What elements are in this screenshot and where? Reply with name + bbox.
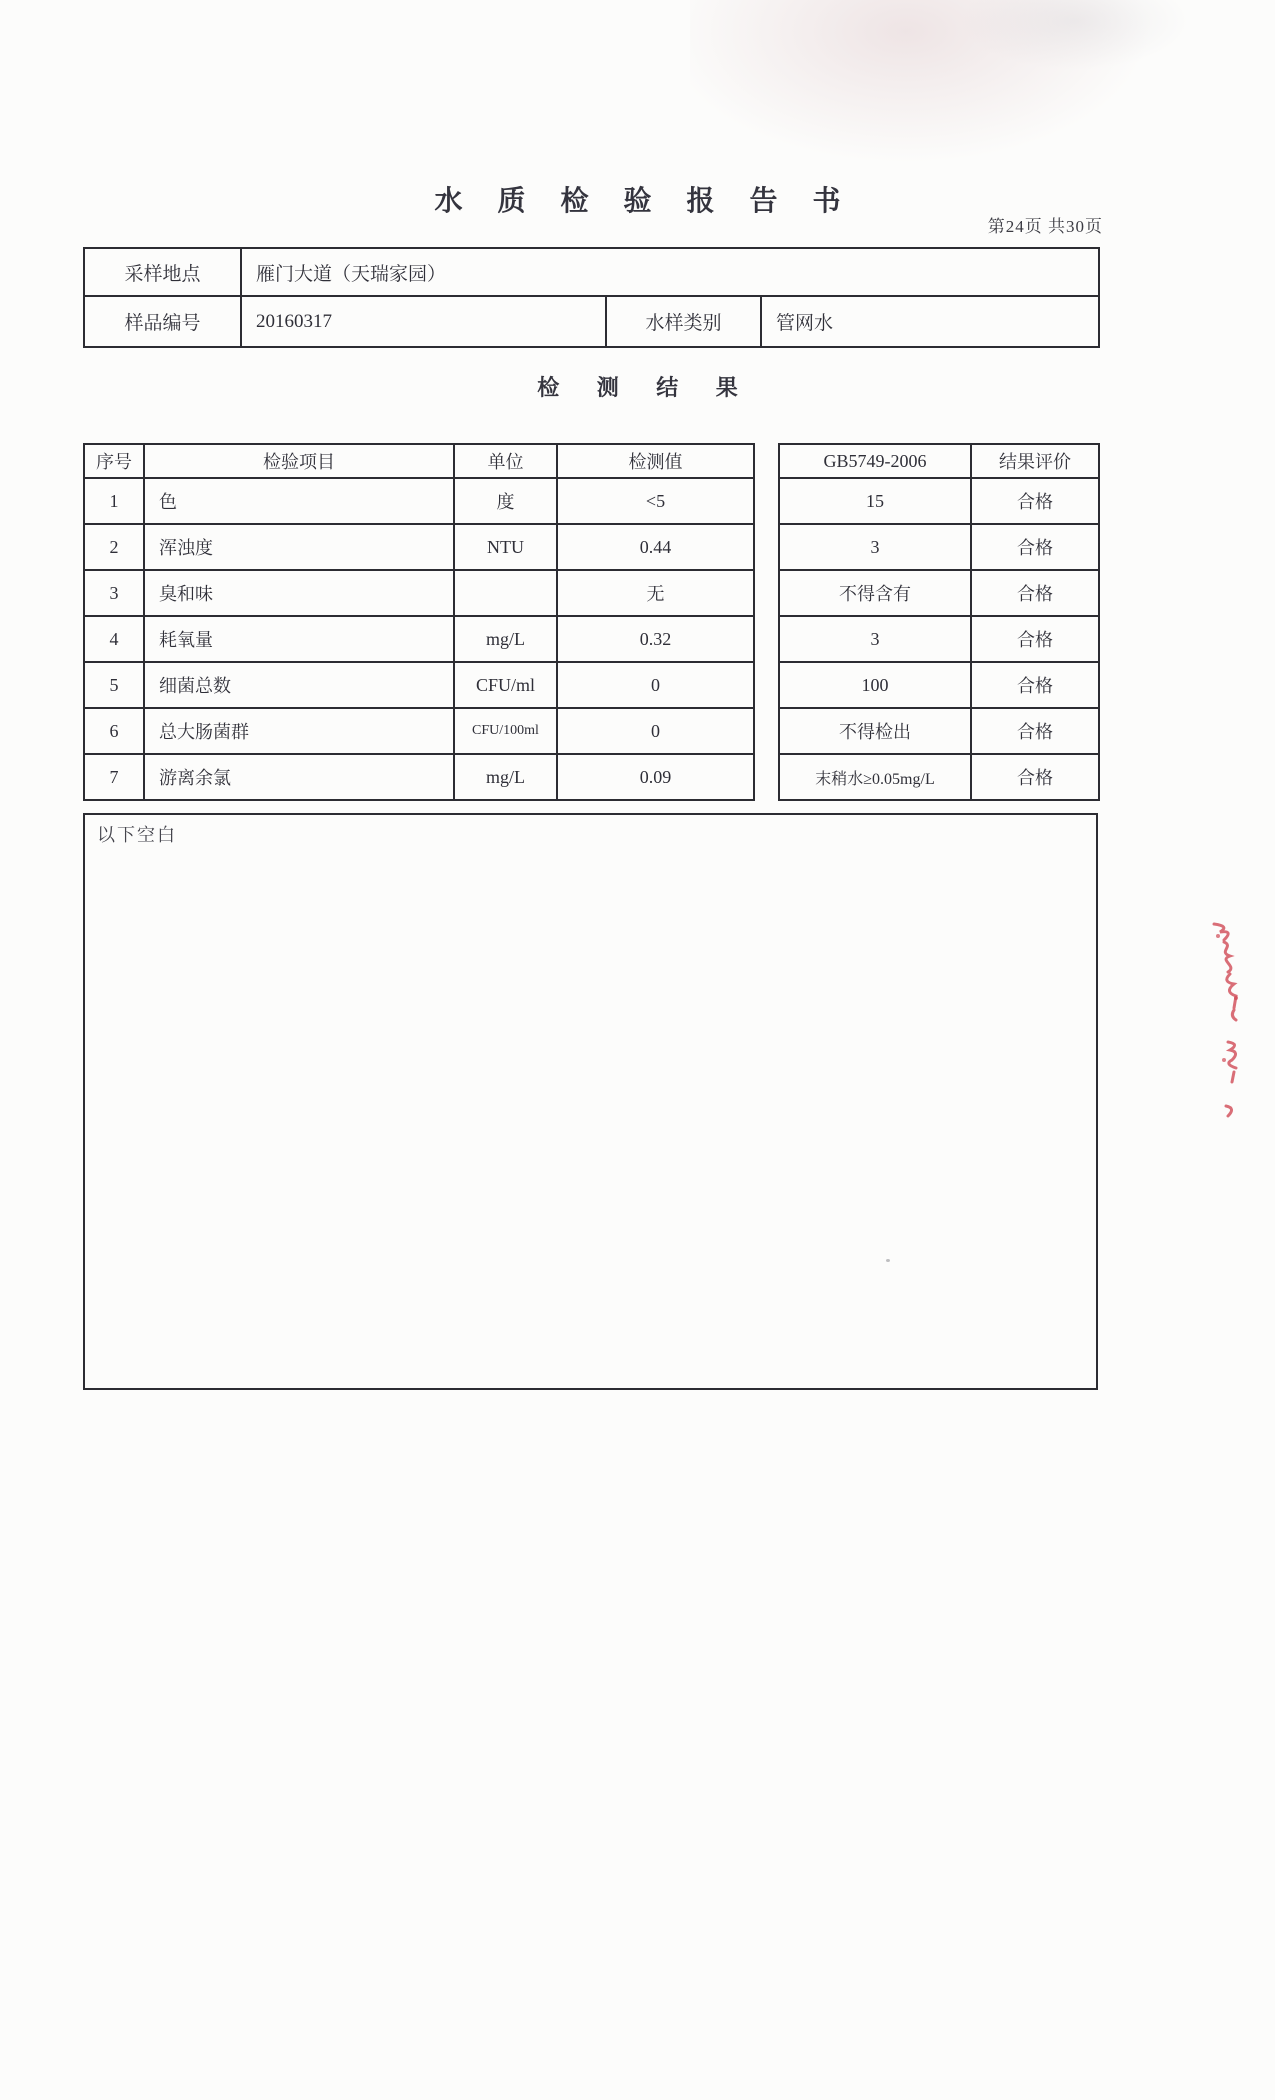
row-standard: 3 <box>779 616 971 662</box>
row-standard: 不得检出 <box>779 708 971 754</box>
row-item: 细菌总数 <box>144 662 454 708</box>
sample-no-label: 样品编号 <box>84 296 241 347</box>
row-unit: mg/L <box>454 754 557 800</box>
row-evaluation: 合格 <box>971 478 1099 524</box>
result-row <box>779 616 1099 662</box>
row-evaluation: 合格 <box>971 662 1099 708</box>
result-row <box>779 754 1099 800</box>
sampling-location-value: 雁门大道（天瑞家园） <box>241 248 1099 296</box>
row-evaluation: 合格 <box>971 570 1099 616</box>
row-standard: 3 <box>779 524 971 570</box>
row-value: 0 <box>557 708 754 754</box>
col-header-evaluation: 结果评价 <box>971 444 1099 478</box>
row-no: 7 <box>84 754 144 800</box>
row-unit: CFU/ml <box>454 662 557 708</box>
sample-number-row <box>84 296 1099 347</box>
blank-remainder-box <box>83 813 1098 1390</box>
sample-no-value: 20160317 <box>241 296 606 347</box>
scan-smudge <box>960 0 1190 70</box>
result-row <box>779 524 1099 570</box>
row-item: 游离余氯 <box>144 754 454 800</box>
result-row <box>84 754 754 800</box>
results-header-row <box>84 444 754 478</box>
col-header-standard: GB5749-2006 <box>779 444 971 478</box>
red-seal-fragment-icon <box>1200 910 1270 1130</box>
row-value: <5 <box>557 478 754 524</box>
col-header-item: 检验项目 <box>144 444 454 478</box>
row-evaluation: 合格 <box>971 754 1099 800</box>
section-title: 检 测 结 果 <box>537 375 754 400</box>
report-title: 水 质 检 验 报 告 书 <box>434 186 855 217</box>
blank-note: 以下空白 <box>97 825 177 845</box>
row-standard: 100 <box>779 662 971 708</box>
row-unit: 度 <box>454 478 557 524</box>
row-no: 2 <box>84 524 144 570</box>
result-row <box>84 524 754 570</box>
scan-smudge <box>690 0 1170 175</box>
row-value: 0.32 <box>557 616 754 662</box>
row-standard: 不得含有 <box>779 570 971 616</box>
result-row <box>779 708 1099 754</box>
water-type-value: 管网水 <box>761 296 1099 347</box>
row-standard: 末稍水≥0.05mg/L <box>779 754 971 800</box>
row-unit: CFU/100ml <box>454 708 557 754</box>
col-header-unit: 单位 <box>454 444 557 478</box>
row-value: 0 <box>557 662 754 708</box>
result-row <box>84 708 754 754</box>
result-row <box>84 616 754 662</box>
row-standard: 15 <box>779 478 971 524</box>
row-no: 5 <box>84 662 144 708</box>
sample-location-row <box>84 248 1099 296</box>
row-value: 0.44 <box>557 524 754 570</box>
row-evaluation: 合格 <box>971 524 1099 570</box>
sample-info-table <box>83 247 1100 348</box>
results-header-row <box>779 444 1099 478</box>
row-evaluation: 合格 <box>971 708 1099 754</box>
row-unit: mg/L <box>454 616 557 662</box>
results-table-left <box>83 443 755 801</box>
result-row <box>84 662 754 708</box>
row-value: 无 <box>557 570 754 616</box>
row-item: 臭和味 <box>144 570 454 616</box>
row-unit: NTU <box>454 524 557 570</box>
result-row <box>779 570 1099 616</box>
result-row <box>84 478 754 524</box>
row-no: 6 <box>84 708 144 754</box>
page-indicator: 第24页 共30页 <box>987 217 1103 236</box>
row-evaluation: 合格 <box>971 616 1099 662</box>
row-item: 浑浊度 <box>144 524 454 570</box>
water-type-label: 水样类别 <box>606 296 761 347</box>
result-row <box>84 570 754 616</box>
row-no: 1 <box>84 478 144 524</box>
sampling-location-label: 采样地点 <box>84 248 241 296</box>
row-item: 色 <box>144 478 454 524</box>
row-no: 4 <box>84 616 144 662</box>
row-value: 0.09 <box>557 754 754 800</box>
row-item: 总大肠菌群 <box>144 708 454 754</box>
col-header-value: 检测值 <box>557 444 754 478</box>
row-item: 耗氧量 <box>144 616 454 662</box>
row-unit <box>454 570 557 616</box>
row-no: 3 <box>84 570 144 616</box>
result-row <box>779 662 1099 708</box>
col-header-no: 序号 <box>84 444 144 478</box>
results-table-right <box>778 443 1100 801</box>
result-row <box>779 478 1099 524</box>
